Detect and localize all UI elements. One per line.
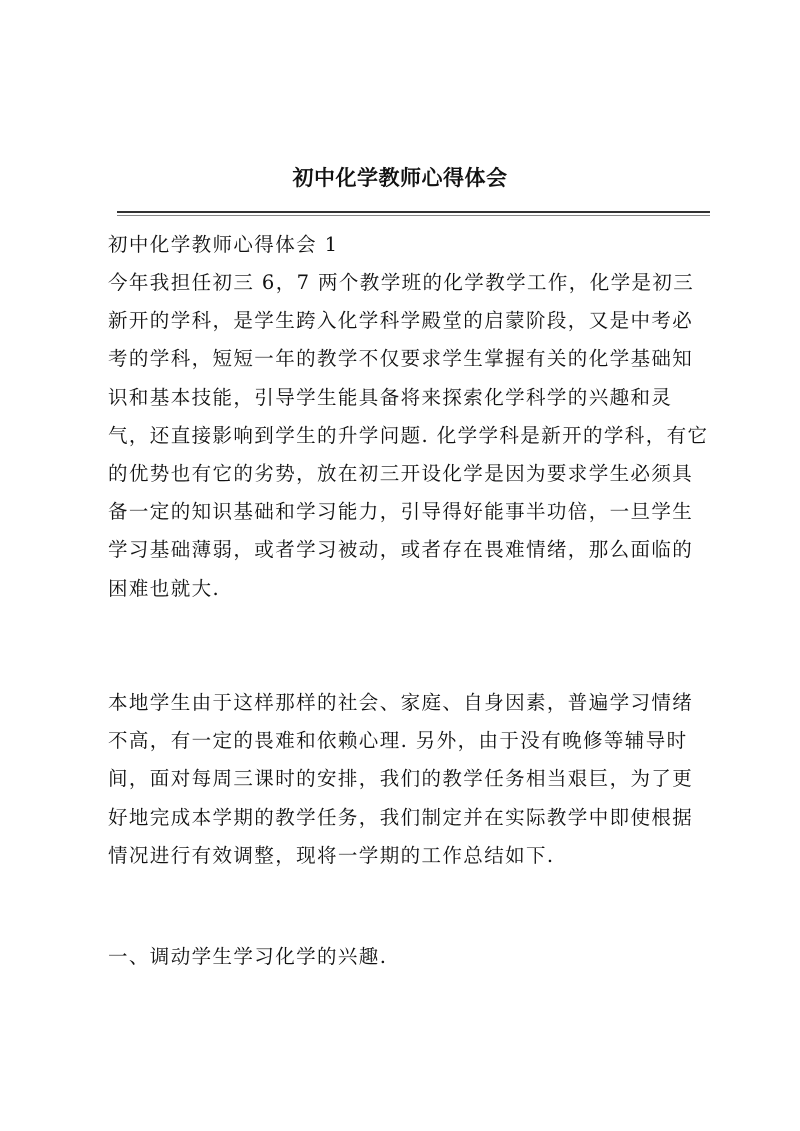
document-title: 初中化学教师心得体会 (292, 165, 508, 190)
paragraph-1: 今年我担任初三 6，7 两个教学班的化学教学工作，化学是初三新开的学科，是学生跨入化学科学殿堂的启蒙阶段，又是中考必考的学科，短短一年的教学不仅要求学生掌握有关的化学基础知识和基本技能，引导学生能具备将来探索化学科学的兴趣和灵气，还直接影响到学生的升学问题. 化学学科是新开的学科，有它的优势也有它的劣势，放在初三开设化学是因为要求学生必须具备一定的知识基础和学习能力，引导得好能事半功倍，一旦学生学习基础薄弱，或者学习被动，或者存在畏难情绪，那么面临的困难也就大. (108, 271, 709, 600)
paragraph-2: 本地学生由于这样那样的社会、家庭、自身因素，普遍学习情绪不高，有一定的畏难和依赖心理. 另外，由于没有晚修等辅导时间，面对每周三课时的安排，我们的教学任务相当艰巨，为了更好地完成本学期的教学任务，我们制定并在实际教学中即使根据情况进行有效调整，现将一学期的工作总结如下. (108, 691, 694, 867)
section-subtitle: 初中化学教师心得体会 1 (108, 233, 339, 256)
title-divider (117, 211, 710, 213)
section-heading: 一、调动学生学习化学的兴趣. (108, 945, 388, 968)
title-divider-thin (117, 215, 710, 216)
